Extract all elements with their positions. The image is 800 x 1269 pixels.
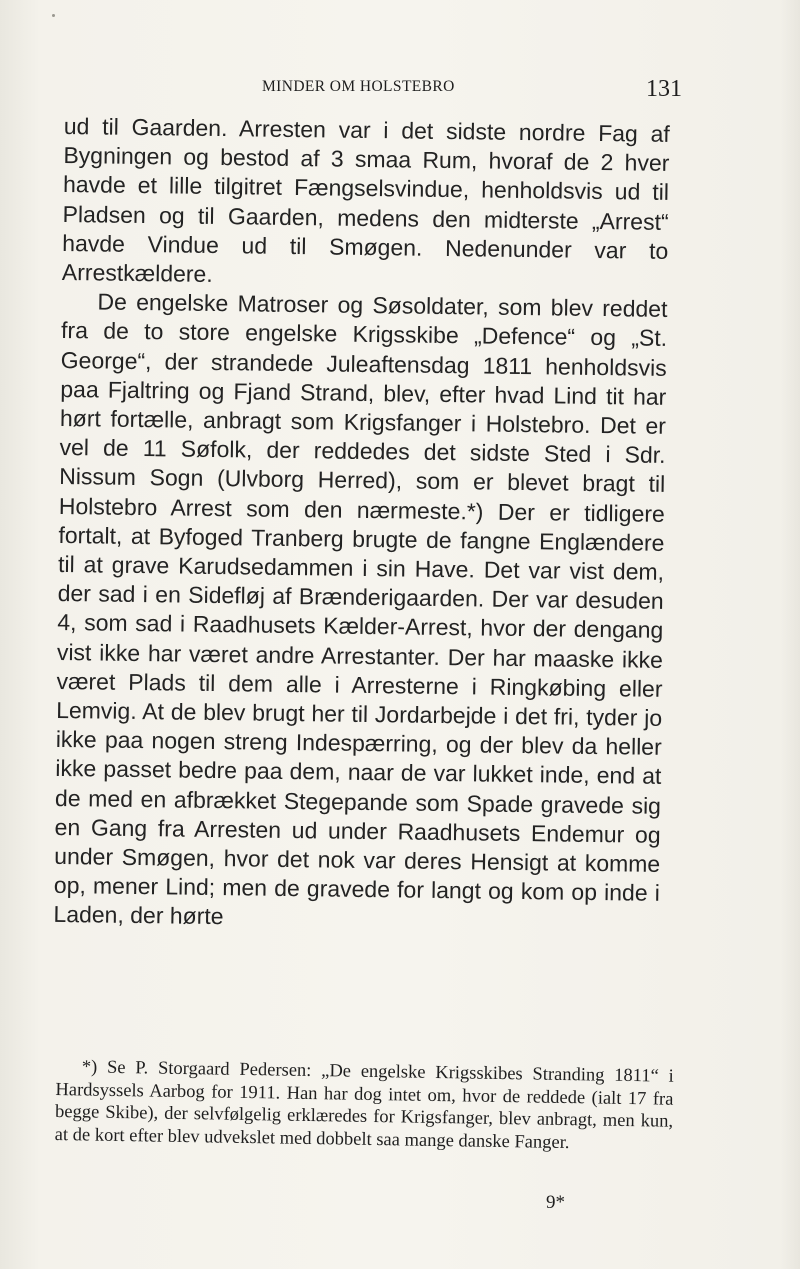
page-number: 131 bbox=[646, 76, 682, 102]
signature-mark: 9* bbox=[546, 1192, 565, 1213]
paragraph: De engelske Matroser og Søsoldater, som blev reddet fra de to store engelske Krigsskibe „Defence“ og „St. George“, der strandede Juleaftensdag 1811 henholdsvis paa Fjaltring og Fjand Strand, blev, efter hvad Lind tit har hørt fortælle, anbragt som Krigsfanger i Holstebro. Det er vel de 11 Søfolk, der reddedes det sidste Sted i Sdr. Nissum Sogn (Ulvborg Herred), som er blevet bragt til Holstebro Arrest som den nærmeste.*) Der er tidligere fortalt, at Byfoged Tranberg brugte de fangne Englændere til at grave Karudsedammen i sin Have. Det var vist dem, der sad i en Sidefløj af Brænderigaarden. Der var desuden 4, som sad i Raadhusets Kælder-Arrest, hvor der dengang vist ikke har været andre Arrestanter. Der har maaske ikke været Plads til dem alle i Arresterne i Ringkøbing eller Lemvig. At de blev brugt her til Jordarbejde i det fri, tyder jo ikke paa nogen streng Indespærring, og der blev da heller ikke passet bedre paa dem, naar de var lukket inde, end at de med en afbrækket Stegepande som Spade gravede sig en Gang fra Arresten ud under Raadhusets Endemur og under Smøgen, hvor det nok var deres Hensigt at komme op, mener Lind; men de gravede for langt og kom op inde i Laden, der hørte bbox=[53, 288, 668, 930]
paper-speck bbox=[52, 14, 55, 17]
paragraph: ud til Gaarden. Arresten var i det sidste nordre Fag af Bygningen og bestod af 3 smaa Rum, hvoraf de 2 hver havde et lille tilgitret Fængselsvindue, henholdsvis ud til Pladsen og til Gaarden, medens den midterste „Arrest“ havde Vindue ud til Smøgen. Nedenunder var to Arrestkældere. bbox=[61, 112, 670, 287]
running-title: MINDER OM HOLSTEBRO bbox=[262, 78, 455, 95]
footnote: *) Se P. Storgaard Pedersen: „De engelske Krigsskibes Stranding 1811“ i Hardsyssels Aarbog for 1911. Han har dog intet om, hvor de reddede (ialt 17 fra begge Skibe), der selvfølgelig erklæredes for Krigsfanger, blev anbragt, men kun, at de kort efter blev udvekslet med dobbelt saa mange danske Fanger. bbox=[54, 1057, 674, 1153]
main-text bbox=[53, 112, 670, 938]
page-header bbox=[0, 76, 800, 106]
